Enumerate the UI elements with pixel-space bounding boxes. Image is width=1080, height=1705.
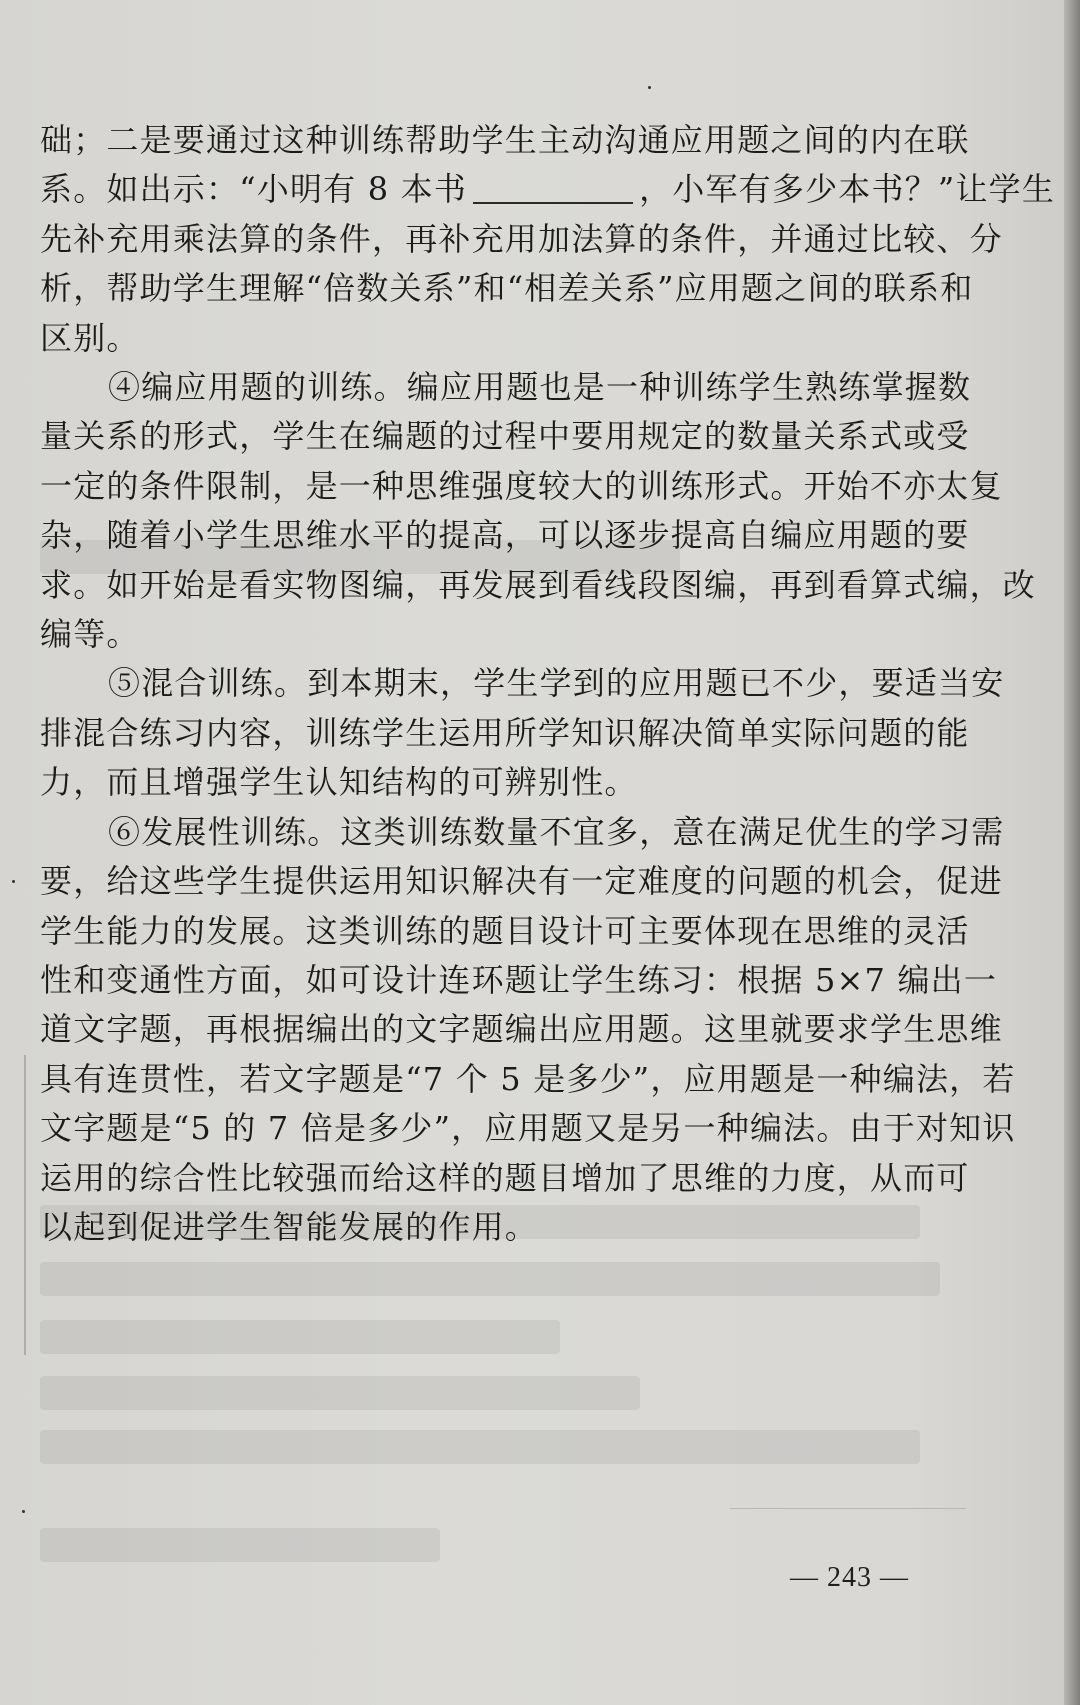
text-line: 杂，随着小学生思维水平的提高，可以逐步提高自编应用题的要 [40, 516, 970, 555]
margin-mark [24, 1055, 26, 1355]
text-line: 区别。 [40, 318, 140, 357]
text-line: 运用的综合性比较强而给这样的题目增加了思维的力度，从而可 [40, 1158, 970, 1197]
text-line: 性和变通性方面，如可设计连环题让学生练习：根据 5×7 编出一 [40, 960, 998, 999]
paper-speck [648, 86, 651, 89]
text-line: 力，而且增强学生认知结构的可辨别性。 [40, 763, 638, 802]
text-line: 以起到促进学生智能发展的作用。 [40, 1207, 539, 1246]
fill-in-blank [473, 172, 633, 204]
text-line-with-blank [40, 165, 1056, 214]
text-line: 编等。 [40, 615, 140, 654]
text-line: ⑥发展性训练。这类训练数量不宜多，意在满足优生的学习需 [108, 812, 1005, 851]
text-segment: ，小军有多少本书？”让学生 [639, 170, 1056, 209]
text-segment: 系。如出示：“小明有 8 本书 [40, 170, 468, 209]
text-line: 先补充用乘法算的条件，再补充用加法算的条件，并通过比较、分 [40, 219, 1003, 258]
paper-speck [12, 880, 15, 883]
text-line: ④编应用题的训练。编应用题也是一种训练学生熟练掌握数 [108, 368, 972, 407]
page-number: — 243 — [790, 1562, 909, 1593]
text-line: 础；二是要通过这种训练帮助学生主动沟通应用题之间的内在联 [40, 121, 970, 159]
text-line: 求。如开始是看实物图编，再发展到看线段图编，再到看算式编，改 [40, 565, 1037, 604]
paragraph-3 [40, 659, 1005, 807]
text-line: 具有连贯性，若文字题是“7 个 5 是多少”，应用题是一种编法，若 [40, 1059, 1016, 1098]
text-line: 道文字题，再根据编出的文字题编出应用题。这里就要求学生思维 [40, 1010, 1003, 1049]
paper-speck [22, 1510, 25, 1513]
footnote-rule [730, 1508, 966, 1509]
text-line: 排混合练习内容，训练学生运用所学知识解决简单实际问题的能 [40, 713, 970, 752]
text-line: 文字题是“5 的 7 倍是多少”，应用题又是另一种编法。由于对知识 [40, 1109, 1016, 1148]
text-line: 一定的条件限制，是一种思维强度较大的训练形式。开始不亦太复 [40, 466, 1003, 505]
paragraph-2 [40, 363, 1037, 659]
text-line: ⑤混合训练。到本期末，学生学到的应用题已不少，要适当安 [108, 664, 1005, 703]
text-line: 量关系的形式，学生在编题的过程中要用规定的数量关系式或受 [40, 417, 970, 456]
text-line: 学生能力的发展。这类训练的题目设计可主要体现在思维的灵活 [40, 911, 970, 950]
text-line: 析，帮助学生理解“倍数关系”和“相差关系”应用题之间的联系和 [40, 269, 974, 308]
paragraph-4 [40, 808, 1016, 1253]
paragraph-1 [40, 116, 1056, 363]
page-edge [1064, 0, 1080, 1705]
body-text [40, 116, 1056, 1252]
text-line: 要，给这些学生提供运用知识解决有一定难度的问题的机会，促进 [40, 862, 1003, 901]
